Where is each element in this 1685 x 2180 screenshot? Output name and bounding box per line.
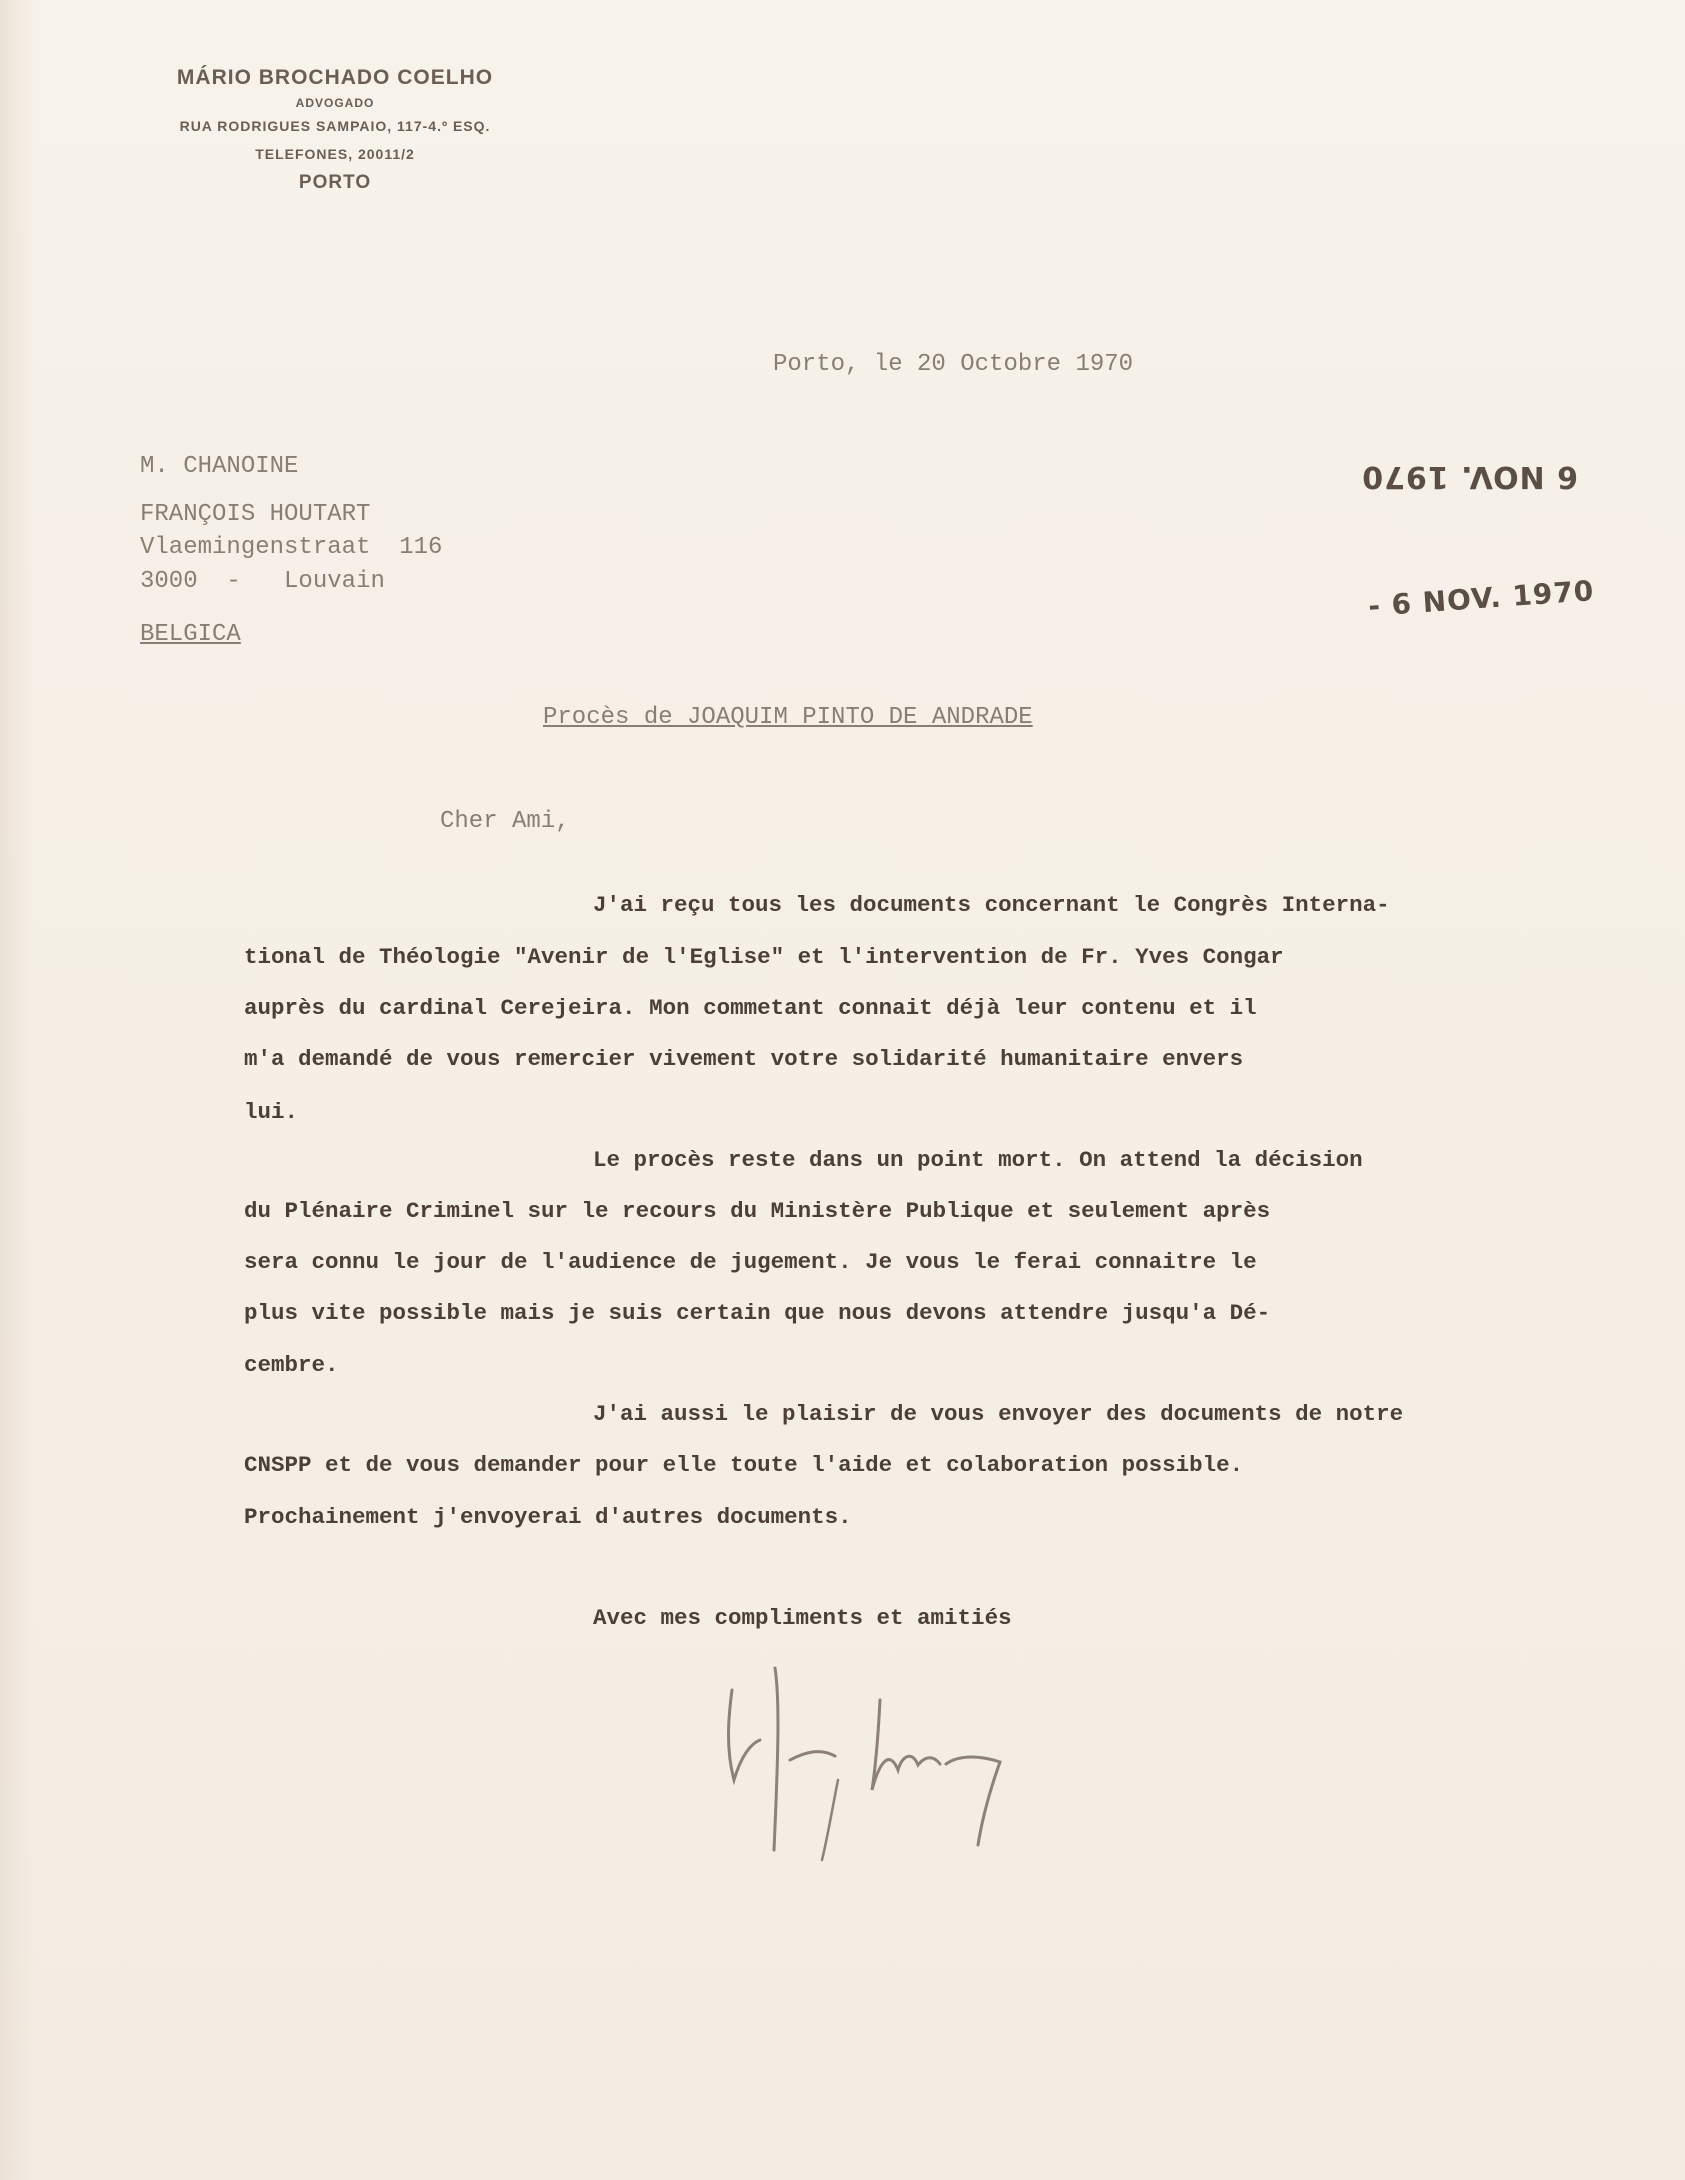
letterhead: [110, 62, 560, 198]
body-line: J'ai reçu tous les documents concernant le Congrès Interna-: [593, 892, 1390, 918]
body-line: tional de Théologie "Avenir de l'Eglise" et l'intervention de Fr. Yves Congar: [244, 944, 1284, 970]
body-line: sera connu le jour de l'audience de jugement. Je vous le ferai connaitre le: [244, 1249, 1257, 1275]
letterhead-title: ADVOGADO: [295, 96, 375, 110]
letterhead-name: MÁRIO BROCHADO COELHO: [176, 66, 494, 89]
body-line: CNSPP et de vous demander pour elle toute l'aide et colaboration possible.: [244, 1452, 1244, 1478]
subject-line: Procès de JOAQUIM PINTO DE ANDRADE: [543, 704, 1033, 731]
greeting: Cher Ami,: [440, 808, 570, 835]
body-line: J'ai aussi le plaisir de vous envoyer des documents de notre: [593, 1401, 1404, 1427]
body-line: du Plénaire Criminel sur le recours du Ministère Publique et seulement après: [244, 1198, 1271, 1224]
letterhead-phones: TELEFONES, 20011/2: [255, 146, 415, 162]
letterhead-address: RUA RODRIGUES SAMPAIO, 117-4.º ESQ.: [179, 118, 491, 134]
body-line: cembre.: [244, 1352, 339, 1378]
received-stamp-1: 6 NOV. 1970: [1361, 459, 1578, 494]
received-stamp-2: - 6 NOV. 1970: [1367, 574, 1596, 623]
recipient-line-2: FRANÇOIS HOUTART: [140, 501, 371, 528]
date-line: Porto, le 20 Octobre 1970: [773, 351, 1134, 378]
recipient-line-1: M. CHANOINE: [140, 453, 299, 480]
recipient-country: BELGICA: [140, 621, 241, 648]
body-line: m'a demandé de vous remercier vivement votre solidarité humanitaire envers: [244, 1046, 1244, 1072]
handwritten-signature: [720, 1660, 1040, 1870]
recipient-line-3: Vlaemingenstraat 116: [140, 534, 443, 561]
closing-line: Avec mes compliments et amitiés: [593, 1605, 1012, 1631]
body-line: Prochainement j'envoyerai d'autres documents.: [244, 1504, 852, 1530]
letterhead-city: PORTO: [298, 172, 372, 193]
paper-edge: [0, 0, 34, 2180]
body-line: lui.: [244, 1099, 299, 1125]
body-line: plus vite possible mais je suis certain que nous devons attendre jusqu'a Dé-: [244, 1300, 1271, 1326]
recipient-line-4: 3000 - Louvain: [140, 568, 385, 595]
body-line: Le procès reste dans un point mort. On attend la décision: [593, 1147, 1363, 1173]
body-line: auprès du cardinal Cerejeira. Mon commetant connait déjà leur contenu et il: [244, 995, 1257, 1021]
